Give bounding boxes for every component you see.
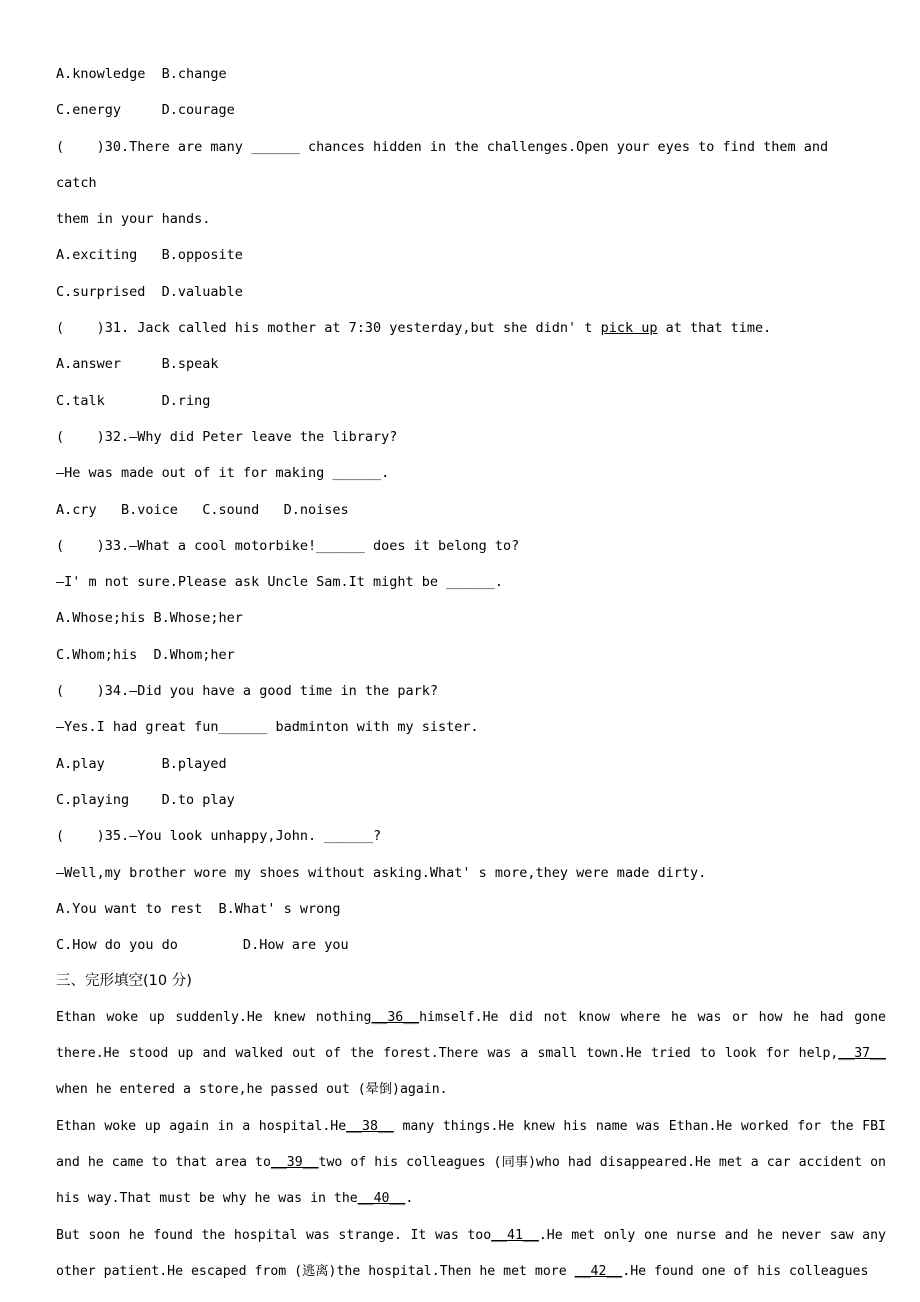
q29-options-line2: C.energy D.courage [56, 102, 235, 119]
q31-stem-line1 [56, 310, 864, 346]
q30-stem-line1: ( )30.There are many ______ chances hidden in the challenges.Open your eyes to find them and catch [56, 138, 837, 191]
cloze-blank: __36__ [371, 1009, 420, 1025]
cloze-text: Ethan woke up again in a hospital.He [56, 1118, 347, 1134]
q33-stem-line2: —I' m not sure.Please ask Uncle Sam.It might be ______. [56, 574, 504, 591]
cloze-blank: __40__ [357, 1191, 406, 1207]
cloze-text: . [405, 1191, 414, 1207]
cloze-text: .He met only one nurse and he never saw any other patient.He escaped from (逃离)the hospital.Then he met more [56, 1227, 894, 1279]
cloze-blank: __37__ [838, 1046, 886, 1062]
q31-stem-part1: ( )31. Jack called his mother at 7:30 yesterday,but she didn' t [56, 320, 601, 337]
q33-options-line2: C.Whom;his D.Whom;her [56, 646, 235, 663]
q34-options-line2: C.playing D.to play [56, 791, 235, 808]
q29-options-line1: A.knowledge B.change [56, 66, 227, 82]
q35-options-line2: C.How do you do D.How are you [56, 937, 349, 954]
cloze-blank: __38__ [346, 1118, 394, 1134]
cloze-paragraph-1 [56, 1000, 894, 1109]
q34-options-line1: A.play B.played [56, 755, 227, 772]
cloze-text: two of his colleagues (同事)who had disappeared.He met a car accident on his way.That must be why he was in the [56, 1154, 894, 1207]
q32-stem-line2: —He was made out of it for making ______. [56, 465, 390, 482]
q33-options-line1: A.Whose;his B.Whose;her [56, 610, 243, 627]
cloze-text: But soon he found the hospital was strange. It was too [56, 1227, 492, 1243]
q35-stem-line1: ( )35.—You look unhappy,John. ______? [56, 828, 382, 845]
q31-underlined-phrase: pick up [600, 320, 658, 337]
cloze-text: many things.He knew his name was Ethan.He worked for the FBI and he came to that area to [56, 1118, 894, 1170]
q32-options-line1: A.cry B.voice C.sound D.noises [56, 501, 349, 518]
cloze-paragraph-3 [56, 1218, 894, 1291]
section-heading-cloze: 三、完形填空(10 分) [56, 973, 192, 990]
q30-options-line2: C.surprised D.valuable [56, 283, 243, 300]
q34-stem-line2: —Yes.I had great fun______ badminton with my sister. [56, 719, 479, 736]
q35-options-line1: A.You want to rest B.What' s wrong [56, 900, 341, 917]
q33-stem-line1: ( )33.—What a cool motorbike!______ does it belong to? [56, 537, 520, 554]
q35-stem-line2: —Well,my brother wore my shoes without asking.What' s more,they were made dirty. [56, 864, 707, 881]
cloze-blank: __42__ [574, 1263, 623, 1279]
cloze-blank: __39__ [270, 1154, 319, 1170]
q30-options-line1: A.exciting B.opposite [56, 247, 243, 264]
q30-stem-line2: them in your hands. [56, 211, 211, 228]
cloze-text: when he entered a store,he passed out (晕倒)again. [56, 1046, 894, 1098]
cloze-text: .He found one of his colleagues [622, 1263, 869, 1279]
q34-stem-line1: ( )34.—Did you have a good time in the park? [56, 683, 439, 700]
cloze-paragraph-2 [56, 1109, 894, 1218]
cloze-text: himself.He did not know where he was or how he had gone there.He stood up and walked out of the forest.There was a small town.He tried to look for help, [56, 1009, 894, 1062]
q31-options-line2: C.talk D.ring [56, 392, 211, 409]
q31-stem-part2: at that time. [657, 320, 772, 337]
q32-stem-line1: ( )32.—Why did Peter leave the library? [56, 428, 398, 445]
q31-options-line1: A.answer B.speak [56, 356, 219, 373]
cloze-blank: __41__ [491, 1227, 539, 1243]
cloze-text: Ethan woke up suddenly.He knew nothing [56, 1009, 372, 1025]
